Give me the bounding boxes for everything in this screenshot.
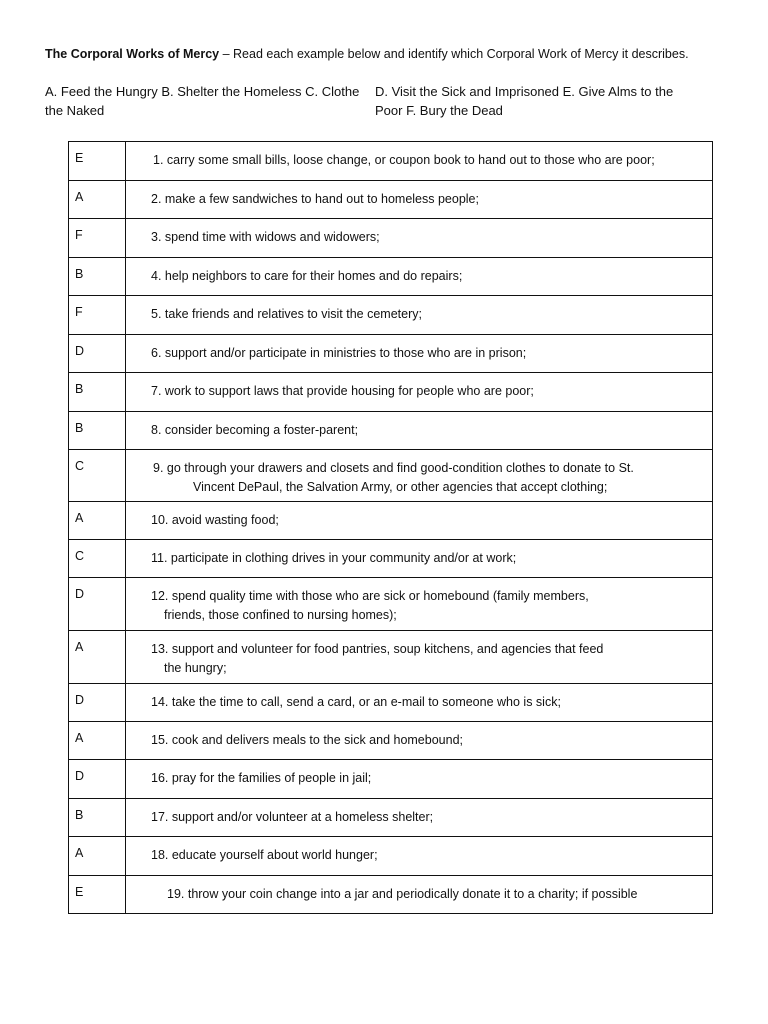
example-text: 17. support and/or volunteer at a homeless shelter; [151,810,434,824]
example-cell [126,578,713,631]
answer-cell[interactable]: E [69,142,126,181]
worksheet-title: The Corporal Works of Mercy [45,47,220,61]
options-right-line-1: D. Visit the Sick and Imprisoned E. Give Alms to the [375,84,674,99]
example-cell [126,684,713,722]
table-row [69,876,713,914]
example-cell [126,219,713,258]
example-cell [126,502,713,540]
table-row [69,684,713,722]
example-cell [126,837,713,876]
works-table-body [69,142,713,914]
table-row [69,631,713,684]
table-row [69,540,713,578]
example-text: 13. support and volunteer for food pantries, soup kitchens, and agencies that feed [151,642,604,656]
example-cell [126,799,713,837]
answer-cell[interactable]: E [69,876,126,914]
table-row [69,450,713,502]
options-right-line-2: Poor F. Bury the Dead [375,103,503,118]
example-text: the hungry; [164,661,227,675]
table-row [69,837,713,876]
answer-cell[interactable]: C [69,540,126,578]
answer-cell[interactable]: A [69,502,126,540]
answer-cell[interactable]: B [69,373,126,412]
worksheet-header [45,45,745,63]
answer-cell[interactable]: B [69,412,126,450]
answer-cell[interactable]: B [69,799,126,837]
table-row [69,412,713,450]
answer-cell[interactable]: F [69,219,126,258]
table-row [69,722,713,760]
example-cell [126,722,713,760]
example-cell [126,631,713,684]
table-row [69,142,713,181]
table-row [69,373,713,412]
example-cell [126,450,713,502]
example-cell [126,412,713,450]
example-text: 12. spend quality time with those who are sick or homebound (family members, [151,589,589,603]
example-text: 7. work to support laws that provide housing for people who are poor; [151,384,534,398]
example-text: 18. educate yourself about world hunger; [151,848,378,862]
example-text: 3. spend time with widows and widowers; [151,230,380,244]
options-left-line-1: A. Feed the Hungry B. Shelter the Homeless C. Clothe [45,84,360,99]
example-text: 9. go through your drawers and closets and find good-condition clothes to donate to St. [153,461,634,475]
options-column-left [45,82,375,120]
options-left-line-2: the Naked [45,103,105,118]
answer-cell[interactable]: A [69,181,126,219]
example-text: friends, those confined to nursing homes); [164,608,397,622]
answer-cell[interactable]: D [69,760,126,799]
worksheet-instructions: – Read each example below and identify which Corporal Work of Mercy it describes. [219,47,689,61]
table-row [69,502,713,540]
options-column-right [375,82,705,120]
answer-cell[interactable]: C [69,450,126,502]
example-cell [126,335,713,373]
example-text: 6. support and/or participate in ministries to those who are in prison; [151,346,527,360]
example-text: 8. consider becoming a foster-parent; [151,423,359,437]
table-row [69,578,713,631]
example-text: 19. throw your coin change into a jar and periodically donate it to a charity; if possible [167,887,638,901]
answer-cell[interactable]: A [69,722,126,760]
table-row [69,258,713,296]
answer-cell[interactable]: A [69,837,126,876]
example-text: 4. help neighbors to care for their homes and do repairs; [151,269,463,283]
table-row [69,296,713,335]
table-row [69,760,713,799]
example-cell [126,142,713,181]
example-cell [126,760,713,799]
example-text: Vincent DePaul, the Salvation Army, or other agencies that accept clothing; [193,480,608,494]
works-table [68,141,713,914]
answer-cell[interactable]: D [69,578,126,631]
answer-cell[interactable]: A [69,631,126,684]
example-text: 16. pray for the families of people in jail; [151,771,372,785]
answer-cell[interactable]: D [69,335,126,373]
example-text: 14. take the time to call, send a card, or an e-mail to someone who is sick; [151,695,561,709]
example-cell [126,296,713,335]
example-cell [126,876,713,914]
example-text: 5. take friends and relatives to visit the cemetery; [151,307,422,321]
table-row [69,799,713,837]
example-cell [126,540,713,578]
example-cell [126,181,713,219]
answer-cell[interactable]: F [69,296,126,335]
example-cell [126,258,713,296]
example-text: 1. carry some small bills, loose change, or coupon book to hand out to those who are poor; [153,153,655,167]
table-row [69,219,713,258]
answer-cell[interactable]: B [69,258,126,296]
answer-cell[interactable]: D [69,684,126,722]
table-row [69,181,713,219]
example-text: 10. avoid wasting food; [151,513,279,527]
example-text: 2. make a few sandwiches to hand out to homeless people; [151,192,479,206]
example-cell [126,373,713,412]
example-text: 15. cook and delivers meals to the sick and homebound; [151,733,463,747]
example-text: 11. participate in clothing drives in your community and/or at work; [151,551,517,565]
table-row [69,335,713,373]
